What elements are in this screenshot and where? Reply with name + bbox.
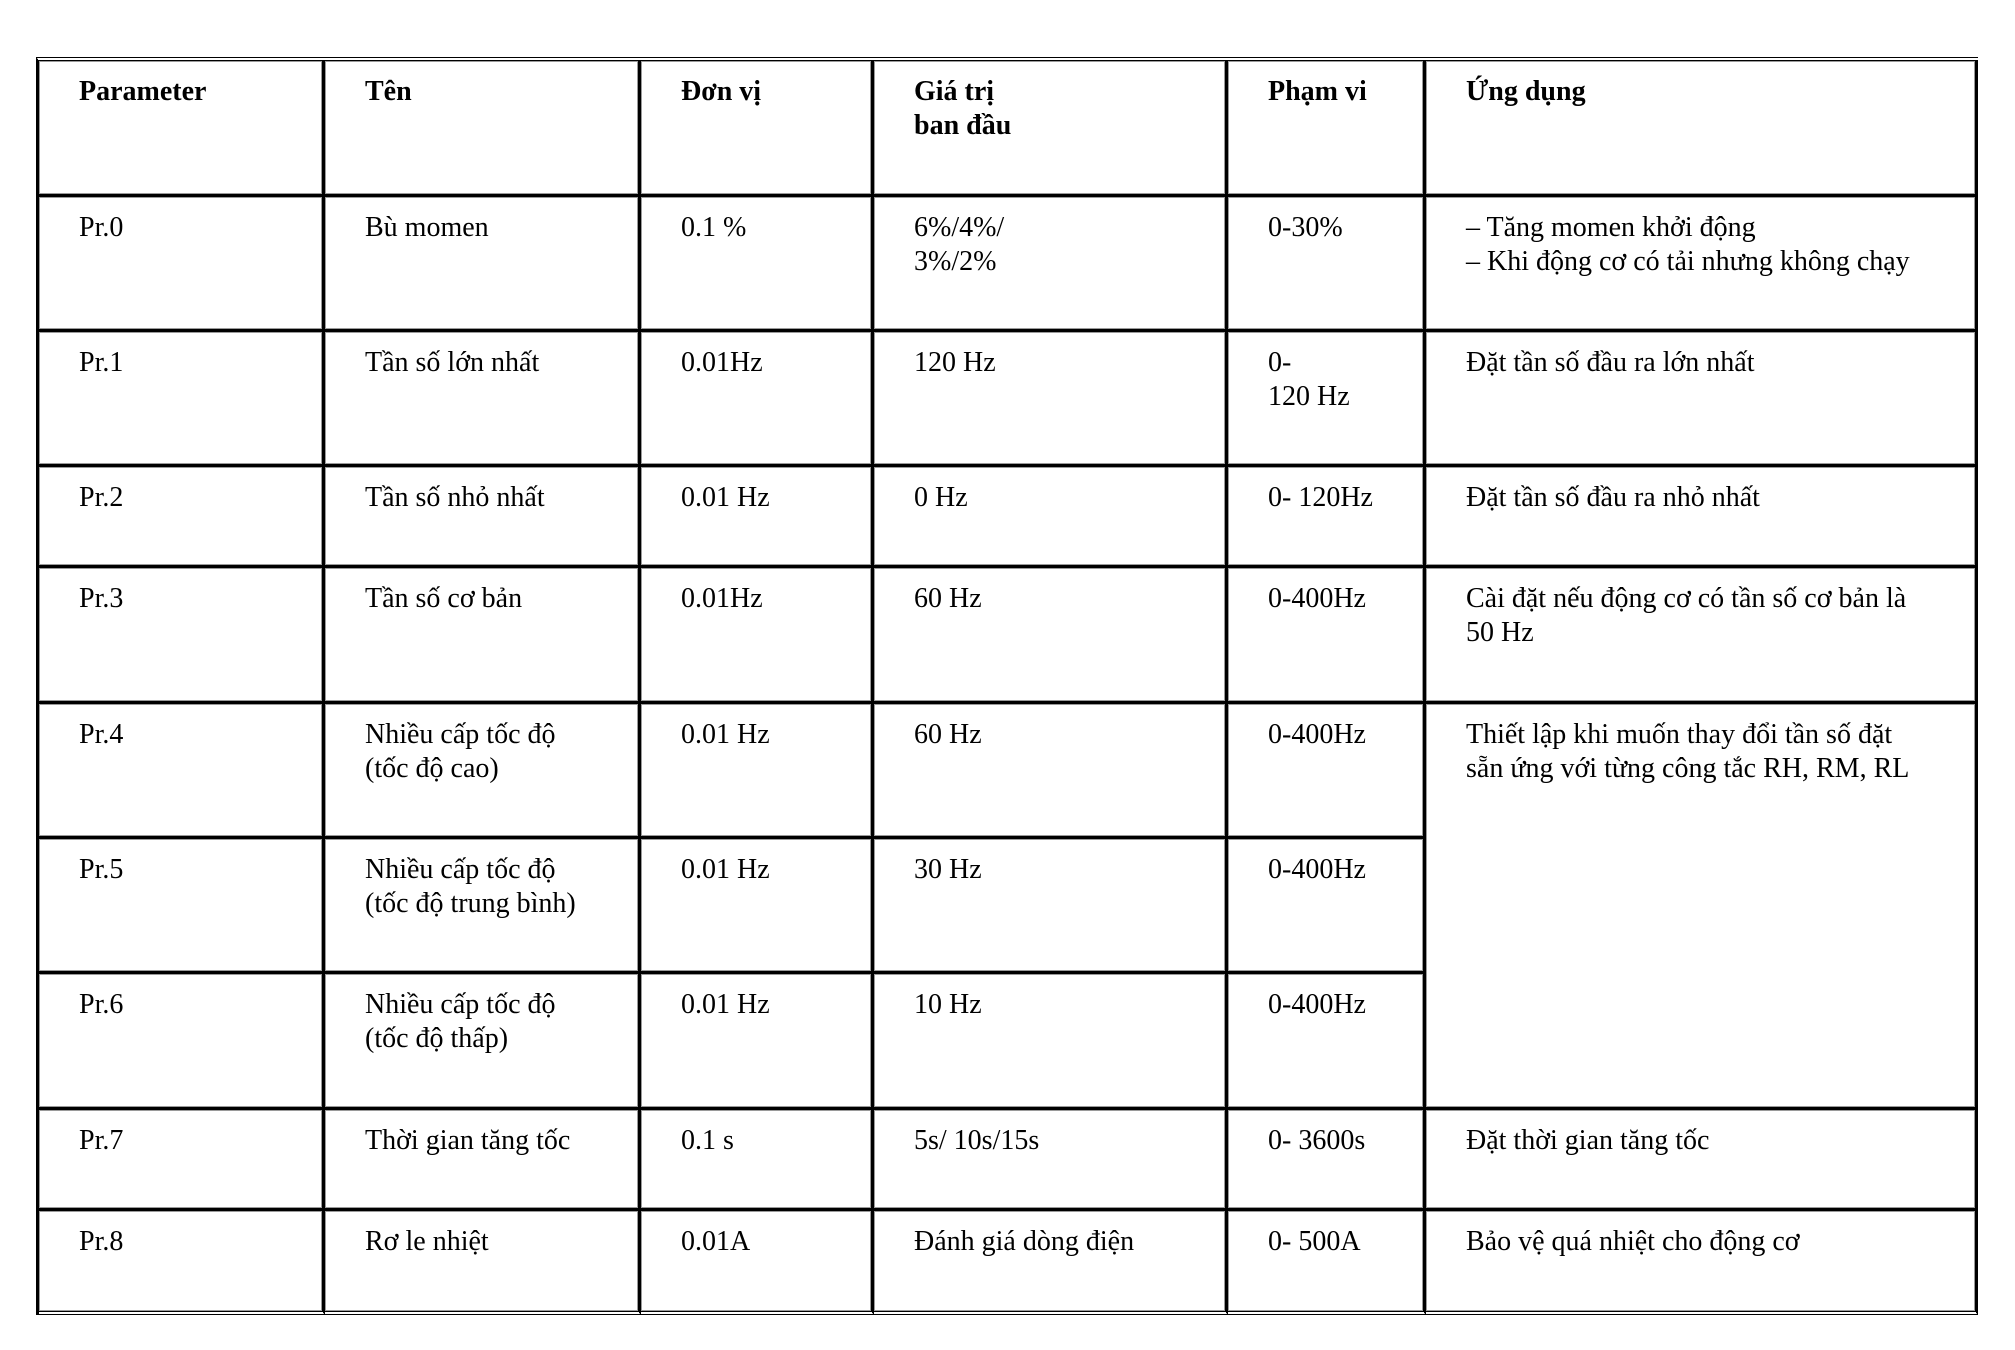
table-row	[39, 467, 1978, 568]
cell-param: Pr.6	[39, 974, 325, 1110]
cell-default: 0 Hz	[874, 467, 1228, 568]
cell-param: Pr.0	[39, 197, 325, 332]
cell-default: 30 Hz	[874, 839, 1228, 974]
cell-unit: 0.01A	[641, 1211, 874, 1315]
cell-unit: 0.01 Hz	[641, 467, 874, 568]
cell-range: 0- 120Hz	[1228, 467, 1426, 568]
cell-name: Rơ le nhiệt	[325, 1211, 641, 1315]
cell-unit: 0.1 %	[641, 197, 874, 332]
cell-default: 5s/ 10s/15s	[874, 1110, 1228, 1211]
header-unit: Đơn vị	[641, 61, 874, 197]
cell-default: 60 Hz	[874, 568, 1228, 704]
cell-name: Bù momen	[325, 197, 641, 332]
cell-default: 120 Hz	[874, 332, 1228, 467]
cell-param: Pr.2	[39, 467, 325, 568]
cell-unit: 0.01 Hz	[641, 839, 874, 974]
cell-default: 10 Hz	[874, 974, 1228, 1110]
cell-name: Nhiều cấp tốc độ (tốc độ thấp)	[325, 974, 641, 1110]
cell-name: Tần số cơ bản	[325, 568, 641, 704]
table-row	[39, 1110, 1978, 1211]
cell-range: 0- 500A	[1228, 1211, 1426, 1315]
cell-unit: 0.01 Hz	[641, 704, 874, 839]
cell-param: Pr.1	[39, 332, 325, 467]
cell-unit: 0.01Hz	[641, 332, 874, 467]
cell-range: 0- 120 Hz	[1228, 332, 1426, 467]
parameter-table	[36, 57, 1978, 1315]
cell-param: Pr.4	[39, 704, 325, 839]
cell-param: Pr.3	[39, 568, 325, 704]
cell-param: Pr.5	[39, 839, 325, 974]
cell-name: Nhiều cấp tốc độ (tốc độ cao)	[325, 704, 641, 839]
cell-application: Đặt thời gian tăng tốc	[1426, 1110, 1978, 1211]
cell-application: – Tăng momen khởi động – Khi động cơ có tải nhưng không chạy	[1426, 197, 1978, 332]
cell-range: 0-400Hz	[1228, 974, 1426, 1110]
table-row	[39, 568, 1978, 704]
cell-range: 0-400Hz	[1228, 704, 1426, 839]
header-default: Giá trị ban đầu	[874, 61, 1228, 197]
cell-application-merged: Thiết lập khi muốn thay đổi tần số đặt sẵn ứng với từng công tắc RH, RM, RL	[1426, 704, 1978, 1110]
cell-application: Đặt tần số đầu ra nhỏ nhất	[1426, 467, 1978, 568]
cell-name: Tần số lớn nhất	[325, 332, 641, 467]
cell-default: 6%/4%/ 3%/2%	[874, 197, 1228, 332]
table-row	[39, 704, 1978, 839]
cell-application: Đặt tần số đầu ra lớn nhất	[1426, 332, 1978, 467]
header-parameter: Parameter	[39, 61, 325, 197]
cell-param: Pr.8	[39, 1211, 325, 1315]
cell-application: Cài đặt nếu động cơ có tần số cơ bản là 50 Hz	[1426, 568, 1978, 704]
cell-name: Nhiều cấp tốc độ (tốc độ trung bình)	[325, 839, 641, 974]
cell-range: 0-400Hz	[1228, 839, 1426, 974]
cell-unit: 0.01 Hz	[641, 974, 874, 1110]
header-application: Ứng dụng	[1426, 61, 1978, 197]
cell-unit: 0.01Hz	[641, 568, 874, 704]
cell-default: 60 Hz	[874, 704, 1228, 839]
header-range: Phạm vi	[1228, 61, 1426, 197]
cell-default: Đánh giá dòng điện	[874, 1211, 1228, 1315]
cell-application: Bảo vệ quá nhiệt cho động cơ	[1426, 1211, 1978, 1315]
cell-param: Pr.7	[39, 1110, 325, 1211]
table-row	[39, 197, 1978, 332]
cell-name: Thời gian tăng tốc	[325, 1110, 641, 1211]
header-name: Tên	[325, 61, 641, 197]
cell-range: 0- 3600s	[1228, 1110, 1426, 1211]
header-row	[39, 61, 1978, 197]
cell-name: Tần số nhỏ nhất	[325, 467, 641, 568]
cell-range: 0-400Hz	[1228, 568, 1426, 704]
table-row	[39, 1211, 1978, 1315]
cell-range: 0-30%	[1228, 197, 1426, 332]
cell-unit: 0.1 s	[641, 1110, 874, 1211]
table-row	[39, 332, 1978, 467]
